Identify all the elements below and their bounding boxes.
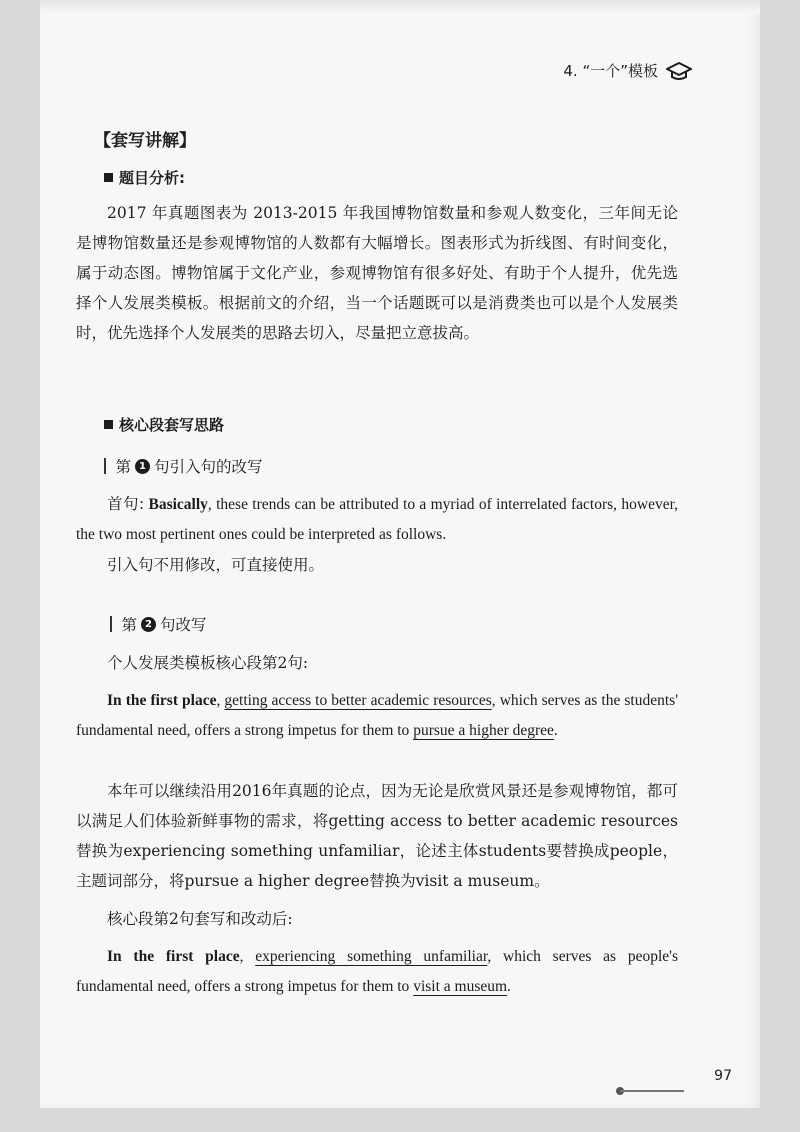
section-title: 【套写讲解】	[94, 131, 196, 151]
page-top-edge	[40, 0, 760, 14]
analysis-heading	[104, 167, 185, 188]
page-number: 97	[714, 1068, 732, 1084]
footer-line	[620, 1090, 684, 1092]
step2-pre: 第	[121, 616, 138, 634]
template-a: ,	[216, 692, 225, 709]
rewritten-c: .	[507, 978, 511, 995]
graduation-cap-icon	[666, 61, 692, 81]
square-bullet-icon	[104, 420, 113, 429]
analysis-paragraph: 2017 年真题图表为 2013-2015 年我国博物馆数量和参观人数变化，三年间无论是博物馆数量还是参观博物馆的人数都有大幅增长。图表形式为折线图、有时间变化，属于动态图。博物馆属于文化产业，参观博物馆有很多好处、有助于个人提升，优先选择个人发展类模板。根据前文的介绍，当一个话题既可以是消费类也可以是个人发展类时，优先选择个人发展类的思路去切入，尽量把立意拔高。	[76, 204, 678, 342]
step1-heading	[104, 455, 263, 477]
number-circle-icon: 2	[141, 617, 156, 632]
first-sentence-rest: , these trends can be attributed to a myriad of interrelated factors, however, the two most pertinent ones could be interpreted as follows.	[76, 496, 679, 543]
analysis-heading-text: 题目分析:	[119, 169, 185, 187]
rewritten-a: ,	[239, 948, 256, 965]
template-b: , which serves as the students' fundamental need, offers a strong impetus for them to	[76, 692, 678, 739]
step1-note: 引入句不用修改，可直接使用。	[107, 556, 325, 574]
step1-pre: 第	[115, 458, 132, 476]
chapter-title: 4. “一个”模板	[563, 62, 658, 80]
rewritten-underline-1: experiencing something unfamiliar	[255, 948, 488, 965]
vertical-bar-icon	[104, 458, 106, 474]
number-circle-icon: 1	[135, 459, 150, 474]
step2-heading	[110, 613, 207, 635]
first-sentence	[76, 489, 678, 550]
step1-post: 句引入句的改写	[154, 458, 263, 476]
first-sentence-bold: Basically	[148, 496, 208, 513]
template-c: .	[553, 722, 558, 739]
template-underline-2: pursue a higher degree	[413, 722, 554, 739]
rewritten-sentence	[76, 942, 678, 1002]
core-heading-text: 核心段套写思路	[119, 416, 225, 434]
after-label: 核心段第2句套写和改动后:	[107, 910, 293, 928]
step2-intro: 个人发展类模板核心段第2句:	[107, 654, 309, 672]
running-header	[563, 60, 692, 81]
vertical-bar-icon	[110, 616, 112, 632]
template-underline-1: getting access to better academic resources	[224, 692, 492, 709]
step2-post: 句改写	[160, 616, 207, 634]
template-bold: In the first place	[107, 692, 217, 709]
rewritten-b: , which serves as people's fundamental need, offers a strong impetus for them to	[76, 948, 679, 995]
core-heading	[104, 414, 224, 435]
explanation-paragraph: 本年可以继续沿用2016年真题的论点，因为无论是欣赏风景还是参观博物馆，都可以满足人们体验新鲜事物的需求，将getting access to better academic resources替换为experiencing something unfamiliar，论述主体students要替换成people，主题词部分，将pursue a higher degree替换为visit a museum。	[76, 782, 678, 890]
square-bullet-icon	[104, 173, 113, 182]
rewritten-bold: In the first place	[107, 948, 240, 965]
rewritten-underline-2: visit a museum	[413, 978, 508, 995]
first-sentence-label: 首句:	[107, 495, 145, 513]
template-sentence	[76, 686, 678, 746]
